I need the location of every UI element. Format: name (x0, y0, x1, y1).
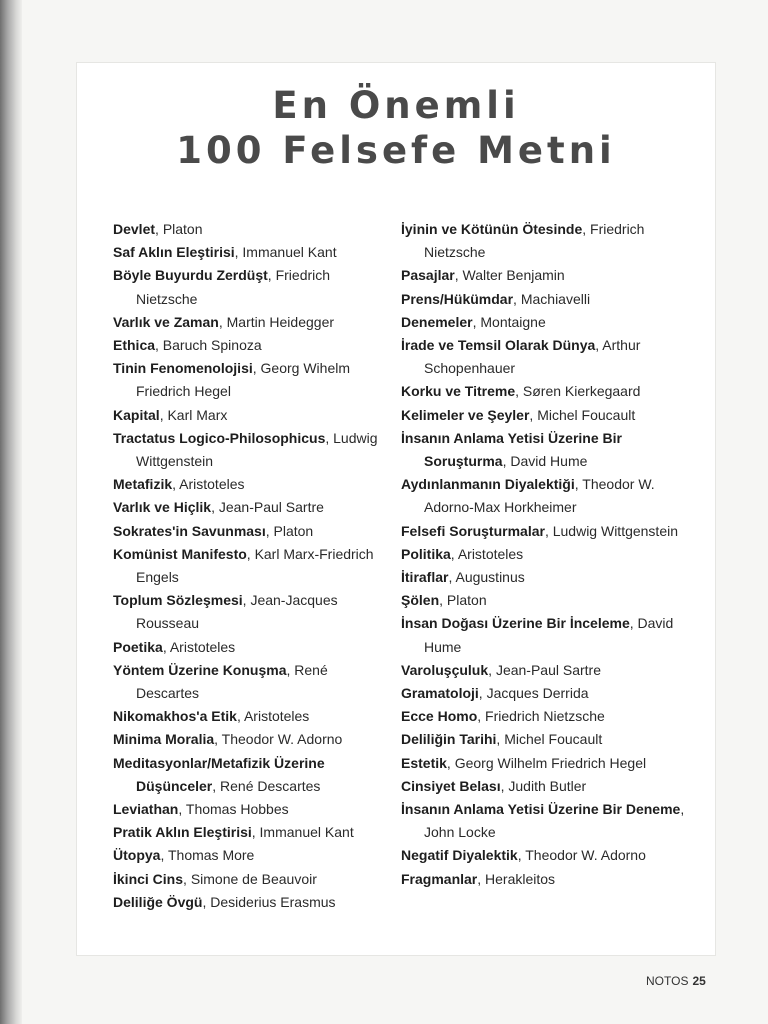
list-item: Cinsiyet Belası, Judith Butler (401, 777, 587, 794)
book-author: Aristoteles (243, 708, 310, 725)
list-item: Varlık ve Zaman, Martin Heidegger (113, 313, 335, 330)
book-author: David Hume (424, 615, 674, 655)
book-author: David Hume (510, 453, 588, 470)
list-item: Denemeler, Montaigne (401, 313, 546, 330)
book-title: Leviathan (113, 801, 179, 818)
book-title: İkinci Cins (113, 870, 184, 887)
book-author: Arthur Schopenhauer (424, 337, 641, 377)
list-item: Saf Aklın Eleştirisi, Immanuel Kant (113, 244, 337, 261)
list-item: İyinin ve Kötünün Ötesinde, Friedrich Nietzsche (401, 221, 645, 261)
page-title (77, 83, 715, 173)
book-author: Desiderius Erasmus (210, 893, 336, 910)
book-title: Prens/Hükümdar (401, 290, 514, 307)
list-item: İnsanın Anlama Yetisi Üzerine Bir Deneme, John Locke (401, 801, 685, 841)
list-item: İrade ve Temsil Olarak Dünya, Arthur Schopenhauer (401, 337, 641, 377)
book-title: Felsefi Soruşturmalar (401, 522, 545, 539)
book-author: Platon (273, 522, 314, 539)
book-title: Deliliğe Övgü (113, 893, 203, 910)
book-author: Thomas Hobbes (185, 801, 289, 818)
book-title: Meditasyonlar/Metafizik Üzerine Düşünceler (113, 754, 325, 794)
list-item: Pratik Aklın Eleştirisi, Immanuel Kant (113, 824, 354, 841)
book-author: Theodor W. Adorno (525, 847, 646, 864)
book-title: Korku ve Titreme (401, 383, 516, 400)
list-item: Ecce Homo, Friedrich Nietzsche (401, 708, 605, 725)
book-author: Karl Marx-Friedrich Engels (136, 545, 374, 586)
book-title: Yöntem Üzerine Konuşma (113, 661, 287, 678)
book-author: Søren Kierkegaard (522, 383, 641, 400)
book-title: Aydınlanmanın Diyalektiği (401, 476, 575, 493)
book-author: Michel Foucault (537, 406, 636, 423)
book-author: Immanuel Kant (242, 244, 337, 261)
list-item: Fragmanlar, Herakleitos (401, 870, 556, 887)
list-item: Leviathan, Thomas Hobbes (113, 801, 289, 818)
book-title: Nikomakhos'a Etik (113, 708, 237, 725)
book-author: Michel Foucault (504, 731, 603, 748)
book-title: Toplum Sözleşmesi (113, 592, 243, 609)
book-author: Jacques Derrida (486, 685, 589, 702)
list-item: Deliliğin Tarihi, Michel Foucault (401, 731, 603, 748)
book-author: Theodor W. Adorno-Max Horkheimer (424, 476, 655, 516)
list-item: İtiraflar, Augustinus (401, 569, 525, 586)
book-author: Jean-Paul Sartre (218, 499, 324, 516)
book-author: Montaigne (480, 313, 546, 330)
book-title: Estetik (401, 754, 447, 771)
book-title: Varoluşçuluk (401, 661, 489, 678)
book-author: Georg Wihelm Friedrich Hegel (136, 360, 350, 400)
list-item: Böyle Buyurdu Zerdüşt, Friedrich Nietzsche (113, 267, 331, 307)
book-title: Varlık ve Zaman (113, 313, 219, 330)
book-title: Sokrates'in Savunması (113, 522, 266, 539)
book-title: İrade ve Temsil Olarak Dünya (401, 337, 596, 354)
list-item: İnsan Doğası Üzerine Bir İnceleme, David Hume (401, 615, 674, 655)
title-line-1: En Önemli (272, 84, 520, 127)
book-title: İyinin ve Kötünün Ötesinde (401, 221, 583, 237)
book-title: Fragmanlar (401, 870, 478, 887)
book-author: Platon (446, 592, 487, 609)
book-title: Ütopya (113, 847, 161, 864)
book-title: Denemeler (401, 313, 473, 330)
list-item: Ethica, Baruch Spinoza (113, 337, 262, 354)
content-panel (76, 62, 716, 956)
right-book-list (401, 218, 697, 891)
list-item: Komünist Manifesto, Karl Marx-Friedrich Engels (113, 545, 374, 586)
book-author: Simone de Beauvoir (190, 870, 317, 887)
list-item: Aydınlanmanın Diyalektiği, Theodor W. Adorno-Max Horkheimer (401, 476, 655, 516)
book-author: Friedrich Nietzsche (485, 708, 605, 725)
list-item: Politika, Aristoteles (401, 545, 524, 562)
page-footer (646, 974, 706, 988)
list-item: Poetika, Aristoteles (113, 638, 236, 655)
book-author: Ludwig Wittgenstein (552, 522, 679, 539)
book-author: Jean-Paul Sartre (495, 661, 601, 678)
magazine-name: NOTOS (646, 974, 689, 988)
book-author: Augustinus (455, 569, 525, 586)
book-title: Kelimeler ve Şeyler (401, 406, 530, 423)
list-item: Nikomakhos'a Etik, Aristoteles (113, 708, 310, 725)
list-item: Sokrates'in Savunması, Platon (113, 522, 314, 539)
book-author: Walter Benjamin (462, 267, 565, 284)
book-title: Metafizik (113, 476, 173, 493)
list-item: Yöntem Üzerine Konuşma, René Descartes (113, 661, 328, 702)
book-title: Böyle Buyurdu Zerdüşt (113, 267, 268, 284)
book-author: Judith Butler (508, 777, 587, 794)
list-item: Kelimeler ve Şeyler, Michel Foucault (401, 406, 636, 423)
book-author: Karl Marx (167, 406, 228, 423)
list-item: Prens/Hükümdar, Machiavelli (401, 290, 591, 307)
book-author: Thomas More (167, 847, 255, 864)
book-title: Pratik Aklın Eleştirisi (113, 824, 252, 841)
book-author: Jean-Jacques Rousseau (136, 592, 338, 632)
book-author: John Locke (424, 824, 496, 841)
book-author: Aristoteles (179, 476, 245, 493)
book-author: Georg Wilhelm Friedrich Hegel (454, 754, 647, 771)
book-title: Cinsiyet Belası (401, 777, 501, 794)
book-author: Herakleitos (485, 870, 556, 887)
list-item: Ütopya, Thomas More (113, 847, 255, 864)
book-title: Tractatus Logico-Philosophicus (113, 429, 326, 446)
book-title: Devlet (113, 221, 156, 237)
book-author: Aristoteles (457, 545, 524, 562)
list-item: Şölen, Platon (401, 592, 487, 609)
book-title: Ethica (113, 337, 156, 354)
list-item: Tinin Fenomenolojisi, Georg Wihelm Friedrich Hegel (113, 360, 350, 400)
book-spine-shadow (0, 0, 22, 1024)
book-author: Friedrich Nietzsche (424, 221, 645, 261)
book-title: Tinin Fenomenolojisi (113, 360, 253, 377)
list-item: Toplum Sözleşmesi, Jean-Jacques Rousseau (113, 592, 338, 632)
book-author: Theodor W. Adorno (221, 731, 343, 748)
book-author: Machiavelli (520, 290, 591, 307)
book-title: Negatif Diyalektik (401, 847, 518, 864)
book-title: İnsan Doğası Üzerine Bir İnceleme (401, 615, 630, 632)
book-title: Komünist Manifesto (113, 545, 247, 562)
book-title: Şölen (401, 592, 440, 609)
book-author: Aristoteles (169, 638, 236, 655)
book-author: Ludwig Wittgenstein (136, 429, 378, 470)
book-title: Minima Moralia (113, 731, 215, 748)
list-item: İnsanın Anlama Yetisi Üzerine Bir Soruşturma, David Hume (401, 429, 622, 470)
book-title: Ecce Homo (401, 708, 478, 725)
list-item: Metafizik, Aristoteles (113, 476, 245, 493)
book-title: İnsanın Anlama Yetisi Üzerine Bir Soruşturma (401, 429, 622, 470)
left-book-list (113, 218, 391, 914)
title-line-2: 100 Felsefe Metni (176, 129, 616, 172)
list-item: Gramatoloji, Jacques Derrida (401, 685, 589, 702)
book-author: Martin Heidegger (226, 313, 335, 330)
list-item: Korku ve Titreme, Søren Kierkegaard (401, 383, 641, 400)
book-title: İtiraflar (401, 569, 449, 586)
list-item: Pasajlar, Walter Benjamin (401, 267, 565, 284)
list-item: Minima Moralia, Theodor W. Adorno (113, 731, 343, 748)
book-author: Baruch Spinoza (162, 337, 262, 354)
list-item: Meditasyonlar/Metafizik Üzerine Düşünceler, René Descartes (113, 754, 325, 794)
book-title: Kapital (113, 406, 160, 423)
book-title: Politika (401, 545, 451, 562)
page-number: 25 (692, 974, 706, 988)
list-item: Varoluşçuluk, Jean-Paul Sartre (401, 661, 601, 678)
book-title: Varlık ve Hiçlik (113, 499, 212, 516)
book-title: Poetika (113, 638, 163, 655)
book-title: İnsanın Anlama Yetisi Üzerine Bir Deneme (401, 801, 681, 818)
list-item: Kapital, Karl Marx (113, 406, 228, 423)
book-author: Immanuel Kant (259, 824, 354, 841)
list-item: İkinci Cins, Simone de Beauvoir (113, 870, 317, 887)
list-item: Varlık ve Hiçlik, Jean-Paul Sartre (113, 499, 324, 516)
list-item: Devlet, Platon (113, 221, 203, 237)
list-item: Deliliğe Övgü, Desiderius Erasmus (113, 893, 336, 910)
list-item: Tractatus Logico-Philosophicus, Ludwig Wittgenstein (113, 429, 378, 470)
book-author: René Descartes (136, 661, 328, 702)
book-title: Gramatoloji (401, 685, 479, 702)
list-item: Negatif Diyalektik, Theodor W. Adorno (401, 847, 646, 864)
book-title: Deliliğin Tarihi (401, 731, 497, 748)
book-author: René Descartes (220, 777, 321, 794)
book-title: Saf Aklın Eleştirisi (113, 244, 235, 261)
list-item: Estetik, Georg Wilhelm Friedrich Hegel (401, 754, 647, 771)
book-author: Friedrich Nietzsche (136, 267, 331, 307)
book-author: Platon (162, 221, 203, 237)
book-title: Pasajlar (401, 267, 455, 284)
list-item: Felsefi Soruşturmalar, Ludwig Wittgenstein (401, 522, 679, 539)
